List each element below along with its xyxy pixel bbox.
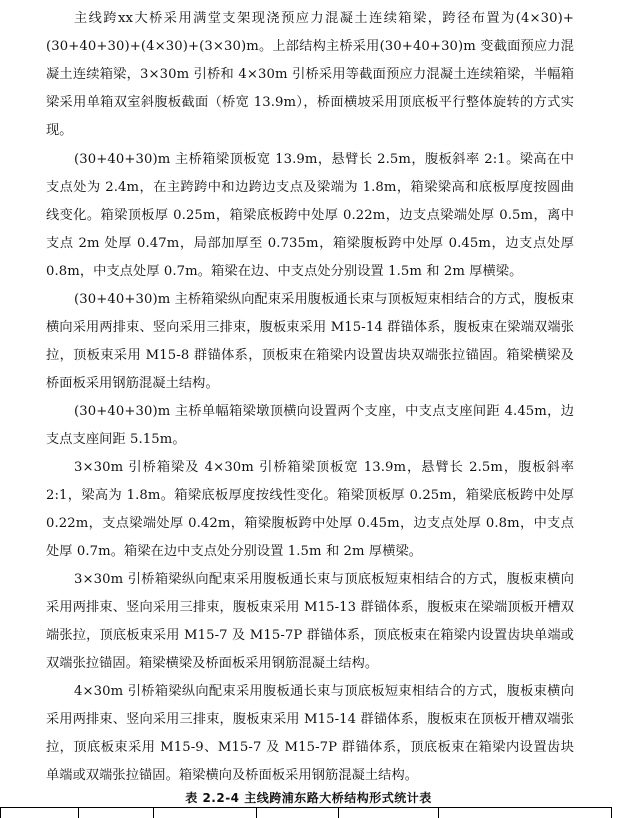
paragraph-approach-3x30-prestress: 3×30m 引桥箱梁纵向配束采用腹板通长束与顶底板短束相结合的方式，腹板束横向采用两排束、竖向采用三排束，腹板束采用 M15-13 群锚体系，腹板束在梁端顶板开槽双端张拉，顶底板束采用 M15-7 及 M15-7P 群锚体系，顶底板束在箱梁内设置齿块单端或双端张拉锚固。箱梁横梁及桥面板采用钢筋混凝土结构。 (46, 572, 574, 672)
table-column-divider (338, 807, 339, 818)
table-top-rule (0, 807, 612, 808)
table-column-divider (611, 807, 612, 818)
table-caption: 表 2.2-4 主线跨浦东路大桥结构形式统计表 (185, 791, 432, 805)
table-column-divider (0, 807, 1, 818)
table-column-divider (153, 807, 154, 818)
paragraph-main-bridge-section: (30+40+30)m 主桥箱梁顶板宽 13.9m，悬臂长 2.5m，腹板斜率 2:1。梁高在中支点处为 2.4m，在主跨跨中和边跨边支点及梁端为 1.8m，箱梁梁高和底板厚度按圆曲线变化。箱梁顶板厚 0.25m，箱梁底板跨中处厚 0.22m，边支点梁端处厚 0.5m，离中支点 2m 处厚 0.47m，局部加厚至 0.735m，箱梁腹板跨中处厚 0.45m，边支点处厚 0.8m，中支点处厚 0.7m。箱梁在边、中支点处分别设置 1.5m 和 2m 厚横梁。 (46, 152, 574, 280)
paragraph-main-bridge-bearings: (30+40+30)m 主桥单幅箱梁墩顶横向设置两个支座，中支点支座间距 4.45m，边支点支座间距 5.15m。 (46, 404, 574, 448)
table-top-border (0, 807, 617, 818)
table-column-divider (438, 807, 439, 818)
paragraph-overview: 主线跨xx大桥采用满堂支架现浇预应力混凝土连续箱梁，跨径布置为(4×30)+(30+40+30)+(4×30)+(3×30)m。上部结构主桥采用(30+40+30)m 变截面预应力混凝土连续箱梁，3×30m 引桥和 4×30m 引桥采用等截面预应力混凝土连续箱梁，半幅箱梁采用单箱双室斜腹板截面（桥宽 13.9m），桥面横坡采用顶底板平行整体旋转的方式实现。 (46, 11, 574, 139)
paragraph-main-bridge-prestress: (30+40+30)m 主桥箱梁纵向配束采用腹板通长束与顶板短束相结合的方式，腹板束横向采用两排束、竖向采用三排束，腹板束采用 M15-14 群锚体系，腹板束在梁端双端张拉，顶板束采用 M15-8 群锚体系，顶板束在箱梁内设置齿块双端张拉锚固。箱梁横梁及桥面板采用钢筋混凝土结构。 (46, 292, 574, 392)
paragraph-approach-section: 3×30m 引桥箱梁及 4×30m 引桥箱梁顶板宽 13.9m，悬臂长 2.5m，腹板斜率 2:1，梁高为 1.8m。箱梁底板厚度按线性变化。箱梁顶板厚 0.25m，箱梁底板跨中处厚 0.22m，支点梁端处厚 0.42m，箱梁腹板跨中处厚 0.45m，边支点处厚 0.8m，中支点处厚 0.7m。箱梁在边中支点处分别设置 1.5m 和 2m 厚横梁。 (46, 460, 574, 560)
table-column-divider (256, 807, 257, 818)
table-column-divider (78, 807, 79, 818)
paragraph-approach-4x30-prestress: 4×30m 引桥箱梁纵向配束采用腹板通长束与顶底板短束相结合的方式，腹板束横向采用两排束、竖向采用三排束，腹板束采用 M15-14 群锚体系，腹板束在顶板开槽双端张拉，顶底板束采用 M15-9、M15-7 及 M15-7P 群锚体系，顶底板束在箱梁内设置齿块单端或双端张拉锚固。箱梁横向及桥面板采用钢筋混凝土结构。 (46, 684, 574, 784)
